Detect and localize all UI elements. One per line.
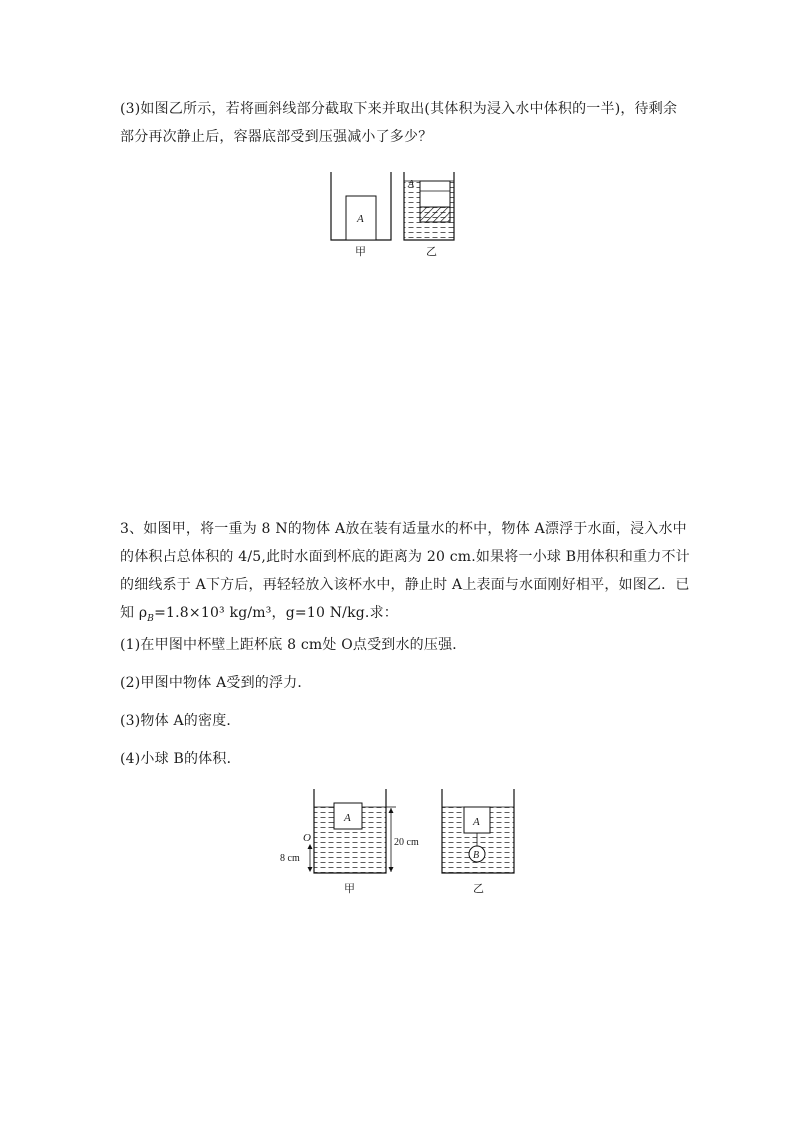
caption-yi-1: 乙 — [426, 246, 437, 258]
q2-part3-line2: 部分再次静止后，容器底部受到压强减小了多少？ — [120, 129, 433, 145]
figure-2 — [272, 785, 532, 900]
q3-line4-pre: 知 ρ — [120, 605, 148, 621]
q3-line3: 的细线系于 A下方后，再轻轻放入该杯水中，静止时 A上表面与水面刚好相平，如图乙．已 — [120, 577, 690, 593]
q3-line4-post: =1.8×10³ kg/m³，g=10 N/kg.求： — [154, 605, 398, 621]
q3-line4 — [120, 604, 398, 628]
q3-sub3: (3)物体 A的密度． — [120, 713, 241, 729]
label-20cm: 20 cm — [394, 837, 419, 848]
q2-part3-line1: (3)如图乙所示，若将画斜线部分截取下来并取出(其体积为浸入水中体积的一半)，待剩余 — [120, 101, 678, 117]
container-yi — [404, 172, 454, 240]
container-jia-2 — [280, 789, 419, 873]
label-o: O — [303, 832, 311, 844]
caption-jia-1: 甲 — [355, 246, 366, 258]
hatched-part — [420, 207, 450, 222]
caption-jia-2: 甲 — [344, 883, 355, 895]
label-a-yi: A — [408, 179, 415, 190]
label-8cm: 8 cm — [280, 853, 300, 864]
container-jia — [331, 172, 391, 240]
q3-line2: 的体积占总体积的 4/5,此时水面到杯底的距离为 20 cm.如果将一小球 B用体积和重力不计 — [120, 549, 690, 565]
label-b: B — [473, 850, 480, 861]
label-a-jia: A — [357, 213, 364, 225]
block-a-yi — [420, 181, 450, 207]
label-a-yi-2: A — [473, 816, 480, 828]
label-a-jia-2: A — [344, 812, 351, 824]
q3-sub2: (2)甲图中物体 A受到的浮力． — [120, 675, 312, 691]
caption-yi-2: 乙 — [473, 883, 484, 895]
q3-sub4: (4)小球 B的体积． — [120, 751, 241, 767]
figure-1 — [320, 165, 470, 260]
q3-sub1: (1)在甲图中杯壁上距杯底 8 cm处 O点受到水的压强． — [120, 637, 467, 653]
q3-line1: 3、如图甲，将一重为 8 N的物体 A放在装有适量水的杯中，物体 A漂浮于水面，浸入水中 — [120, 521, 687, 537]
container-yi-2 — [442, 789, 514, 873]
q3-line4-sub: B — [147, 613, 155, 624]
